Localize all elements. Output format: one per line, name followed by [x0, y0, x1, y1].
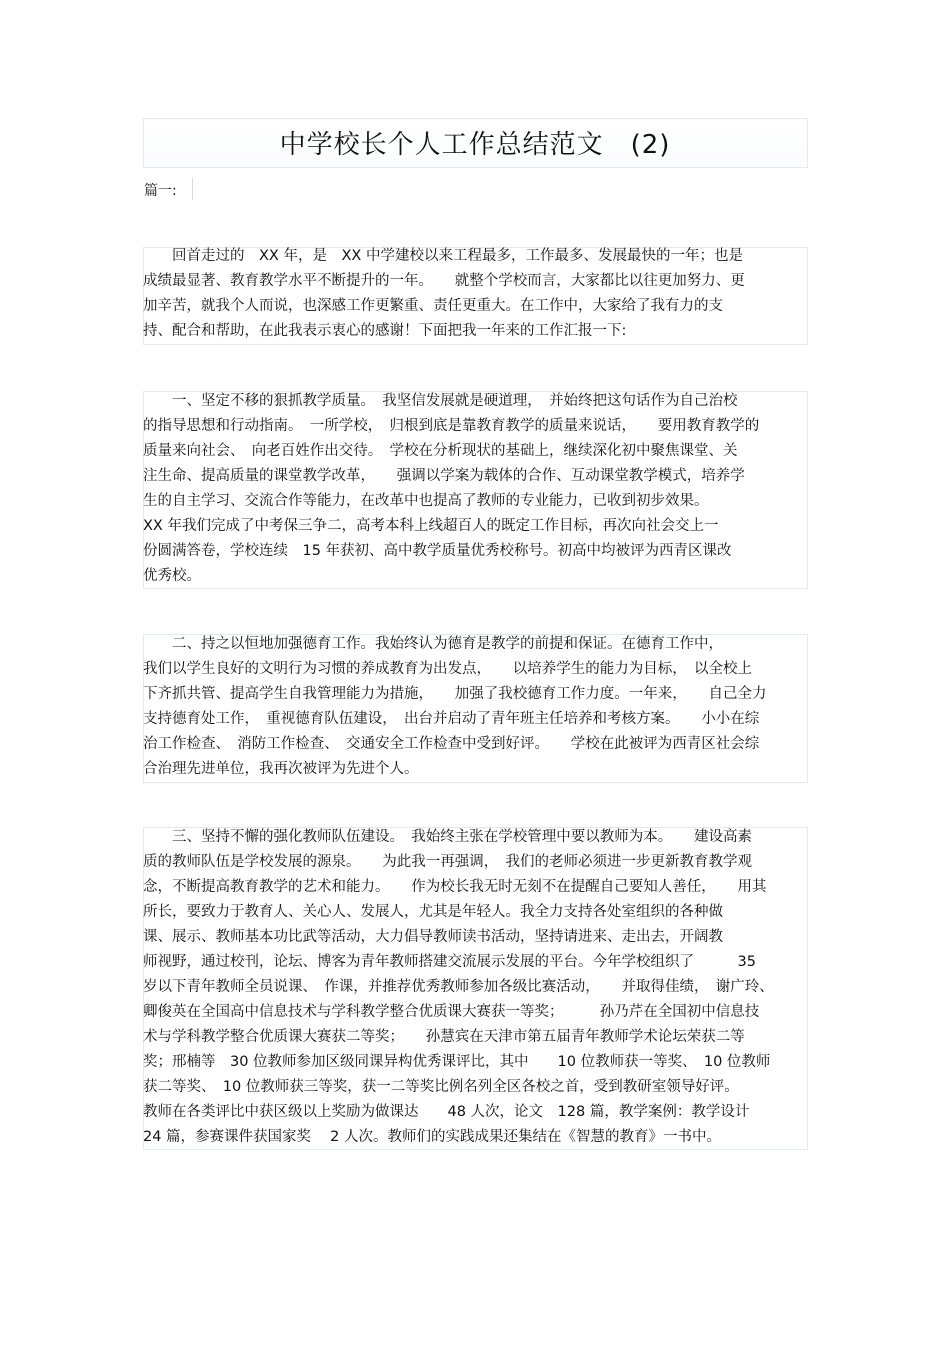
label-divider	[192, 178, 193, 200]
text-line: 回首走过的 XX 年，是 XX 中学建校以来工程最多，工作最多、发展最快的一年；也是	[143, 248, 743, 264]
paragraph-moral-education	[143, 632, 808, 782]
text-line: 治工作检查、 消防工作检查、 交通安全工作检查中受到好评。 学校在此被评为西青区社会综	[143, 736, 760, 752]
paragraph-intro	[143, 244, 808, 344]
text-line: 的指导思想和行动指南。 一所学校， 归根到底是靠教育教学的质量来说话， 要用教育教学的	[143, 418, 760, 434]
text-line: 我们以学生良好的文明行为习惯的养成教育为出发点， 以培养学生的能力为目标， 以全校上	[143, 661, 752, 677]
document-title: 中学校长个人工作总结范文 (2)	[279, 130, 671, 160]
text-line: 质的教师队伍是学校发展的源泉。 为此我一再强调， 我们的老师必须进一步更新教育教学观	[143, 854, 752, 870]
paragraph-teaching-quality	[143, 389, 808, 589]
text-line: 份圆满答卷，学校连续 15 年获初、高中教学质量优秀校称号。初高中均被评为西青区课改	[143, 543, 732, 559]
text-line: 卿俊英在全国高中信息技术与学科教学整合优质课大赛获一等奖； 孙乃芹在全国初中信息技	[143, 1004, 760, 1020]
text-line: XX 年我们完成了中考保三争二，高考本科上线超百人的既定工作目标，再次向社会交上一	[143, 518, 719, 534]
text-line: 加辛苦，就我个人而说，也深感工作更繁重、责任更重大。在工作中，大家给了我有力的支	[143, 298, 723, 314]
text-line: 优秀校。	[143, 568, 201, 584]
text-line: 注生命、提高质量的课堂教学改革， 强调以学案为载体的合作、互动课堂教学模式，培养学	[143, 468, 745, 484]
text-line: 成绩最显著、教育教学水平不断提升的一年。 就整个学校而言，大家都比以往更加努力、更	[143, 273, 745, 289]
text-line: 24 篇，参赛课件获国家奖 2 人次。教师们的实践成果还集结在《智慧的教育》一书中。	[143, 1129, 721, 1145]
text-line: 奖；邢楠等 30 位教师参加区级同课异构优秀课评比，其中 10 位教师获一等奖、 10 位教师	[143, 1054, 771, 1070]
text-line: 岁以下青年教师全员说课、 作课，并推荐优秀教师参加各级比赛活动， 并取得佳绩， 谢广玲、	[143, 979, 774, 995]
text-line: 所长，要致力于教育人、关心人、发展人，尤其是年轻人。我全力支持各处室组织的各种做	[143, 904, 723, 920]
text-line: 三、坚持不懈的强化教师队伍建设。 我始终主张在学校管理中要以教师为本。 建设高素	[143, 829, 752, 845]
text-line: 合治理先进单位，我再次被评为先进个人。	[143, 761, 419, 777]
text-line: 教师在各类评比中获区级以上奖励为做课达 48 人次，论文 128 篇，教学案例：教学设计	[143, 1104, 750, 1120]
section-label: 篇一:	[144, 183, 177, 199]
text-line: 获二等奖、 10 位教师获三等奖，获一二等奖比例名列全区各校之首，受到教研室领导好评。	[143, 1079, 739, 1095]
text-line: 术与学科教学整合优质课大赛获二等奖； 孙慧宾在天津市第五届青年教师学术论坛荣获二等	[143, 1029, 745, 1045]
text-line: 课、展示、教师基本功比武等活动，大力倡导教师读书活动，坚持请进来、走出去，开阔教	[143, 929, 723, 945]
text-line: 二、持之以恒地加强德育工作。我始终认为德育是教学的前提和保证。在德育工作中，	[143, 636, 723, 652]
paragraph-teacher-team	[143, 825, 808, 1150]
text-line: 质量来向社会、 向老百姓作出交待。 学校在分析现状的基础上，继续深化初中聚焦课堂、关	[143, 443, 738, 459]
text-line: 师视野，通过校刊，论坛、博客为青年教师搭建交流展示发展的平台。今年学校组织了 35	[143, 954, 756, 970]
text-line: 生的自主学习、交流合作等能力，在改革中也提高了教师的专业能力，已收到初步效果。	[143, 493, 709, 509]
text-line: 下齐抓共管、提高学生自我管理能力为措施， 加强了我校德育工作力度。一年来， 自己全力	[143, 686, 767, 702]
text-line: 支持德育处工作， 重视德育队伍建设， 出台并启动了青年班主任培养和考核方案。 小小在综	[143, 711, 760, 727]
text-line: 念，不断提高教育教学的艺术和能力。 作为校长我无时无刻不在提醒自己要知人善任， 用其	[143, 879, 767, 895]
text-line: 一、坚定不移的狠抓教学质量。 我坚信发展就是硬道理， 并始终把这句话作为自己治校	[143, 393, 738, 409]
text-line: 持、配合和帮助，在此我表示衷心的感谢！下面把我一年来的工作汇报一下:	[143, 323, 627, 339]
